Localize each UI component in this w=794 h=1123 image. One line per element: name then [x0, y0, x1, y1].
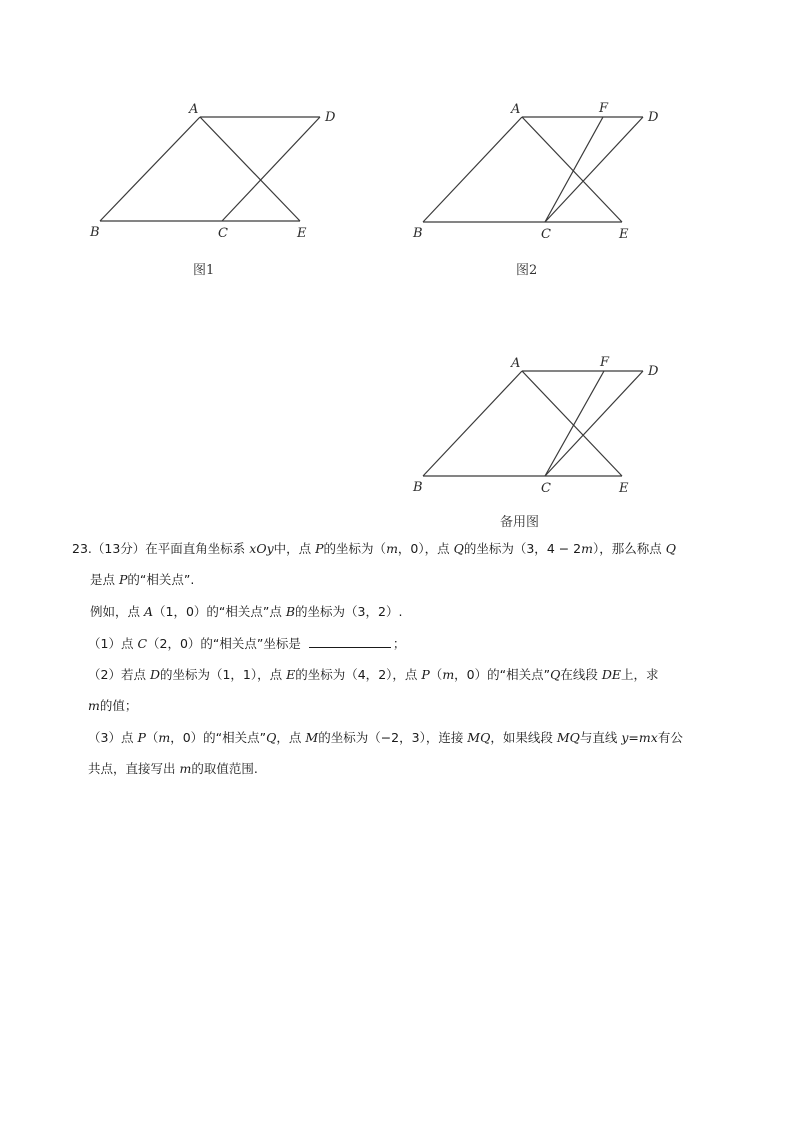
text: 有公	[657, 730, 683, 745]
text: ，点	[276, 730, 306, 745]
vertex-label-D: D	[648, 364, 659, 379]
vertex-label-A: A	[511, 356, 521, 371]
geometry-figures	[0, 0, 794, 560]
text: 共点，直接写出	[88, 761, 180, 776]
example-line	[90, 604, 402, 620]
math-var: m	[179, 761, 192, 776]
problem-line-2	[90, 572, 194, 588]
text: 在平面直角坐标系	[145, 541, 250, 556]
text: 的坐标为（4，2），点	[295, 667, 422, 682]
math-var: m	[88, 698, 100, 713]
segment-CD	[222, 117, 320, 221]
math-var: C	[137, 636, 148, 651]
math-var: P	[118, 572, 128, 587]
vertex-label-E: E	[297, 226, 307, 241]
vertex-label-C: C	[218, 226, 228, 241]
text: 的坐标为（	[323, 541, 387, 556]
text: 的坐标为（3，2）.	[295, 604, 403, 619]
text: （3）点	[88, 730, 138, 745]
math-var: P	[315, 541, 324, 556]
text: （1）点	[88, 636, 138, 651]
figure-1-caption: 图1	[193, 263, 215, 278]
problem-score: （13分）	[91, 541, 146, 556]
math-var: Q	[266, 730, 277, 745]
vertex-label-D: D	[325, 110, 336, 125]
math-var: DE	[601, 667, 621, 682]
text: 的坐标为（1，1），点	[159, 667, 287, 682]
fig2-diagram	[412, 101, 659, 242]
text: 的坐标为（−2，3），连接	[318, 730, 468, 745]
text: 的值；	[99, 698, 138, 713]
question-1	[88, 635, 405, 652]
math-var: Q	[665, 541, 676, 556]
math-var: Q	[453, 541, 464, 556]
spare-figure-caption: 备用图	[500, 515, 540, 530]
math-var: m	[386, 541, 398, 556]
text: ），那么称点	[593, 541, 666, 556]
vertex-label-D: D	[648, 110, 659, 125]
text: 是点	[90, 572, 119, 587]
text: 在线段	[560, 667, 602, 682]
segment-AE	[200, 117, 300, 221]
vertex-label-A: A	[189, 102, 199, 117]
math-var: M	[305, 730, 319, 745]
segment-AB	[100, 117, 200, 221]
text: ，0），点	[397, 541, 454, 556]
segment-CD	[545, 371, 643, 476]
math-var: P	[137, 730, 146, 745]
vertex-label-B: B	[90, 225, 100, 240]
problem-number: 23.	[72, 541, 92, 556]
text: （2）若点	[88, 667, 150, 682]
segment-AE	[522, 371, 622, 476]
text: 的坐标为（3，4 − 2	[463, 541, 582, 556]
math-var: m	[442, 667, 455, 682]
text: 的“相关点”.	[127, 572, 195, 587]
math-var: m	[581, 541, 593, 556]
math-var: D	[149, 667, 160, 682]
question-3-line-2	[88, 761, 258, 777]
math-var: m	[158, 730, 171, 745]
segment-CF	[545, 371, 604, 476]
text: ，如果线段	[490, 730, 557, 745]
segment-AB	[423, 371, 522, 476]
math-var: B	[285, 604, 296, 619]
question-3-line-1	[88, 730, 683, 746]
fig1-diagram	[89, 102, 336, 241]
text: 例如，点	[90, 604, 144, 619]
math-var: xOy	[249, 541, 274, 556]
vertex-label-F: F	[599, 101, 609, 116]
figure-canvas	[0, 0, 794, 560]
vertex-label-A: A	[511, 102, 521, 117]
text: 与直线	[579, 730, 622, 745]
text: 中，点	[273, 541, 316, 556]
vertex-label-B: B	[413, 226, 423, 241]
problem-line-1	[72, 541, 676, 557]
text: （2，0）的“相关点”坐标是	[147, 636, 301, 651]
segment-AB	[423, 117, 522, 222]
math-var: A	[143, 604, 154, 619]
question-2-line-2	[88, 698, 137, 714]
vertex-label-E: E	[619, 481, 629, 496]
math-equation: y=mx	[621, 730, 658, 745]
text: ；	[392, 636, 406, 651]
text: ，0）的“相关点”	[454, 667, 551, 682]
text: 上，求	[620, 667, 659, 682]
math-var: MQ	[556, 730, 580, 745]
vertex-label-C: C	[541, 227, 551, 242]
math-var: P	[421, 667, 430, 682]
math-var: MQ	[467, 730, 491, 745]
vertex-label-E: E	[619, 227, 629, 242]
vertex-label-B: B	[413, 480, 423, 495]
fig-spare-diagram	[412, 355, 659, 496]
vertex-label-C: C	[541, 481, 551, 496]
math-var: Q	[550, 667, 561, 682]
text: （1，0）的“相关点”点	[153, 604, 286, 619]
segment-AE	[522, 117, 622, 222]
vertex-label-F: F	[600, 355, 610, 370]
text: 的取值范围.	[191, 761, 258, 776]
text: （	[429, 667, 443, 682]
math-var: E	[286, 667, 296, 682]
figure-2-caption: 图2	[516, 263, 538, 278]
answer-blank[interactable]	[309, 635, 391, 648]
text: （	[145, 730, 159, 745]
text: ，0）的“相关点”	[170, 730, 267, 745]
question-2-line-1	[88, 667, 658, 683]
